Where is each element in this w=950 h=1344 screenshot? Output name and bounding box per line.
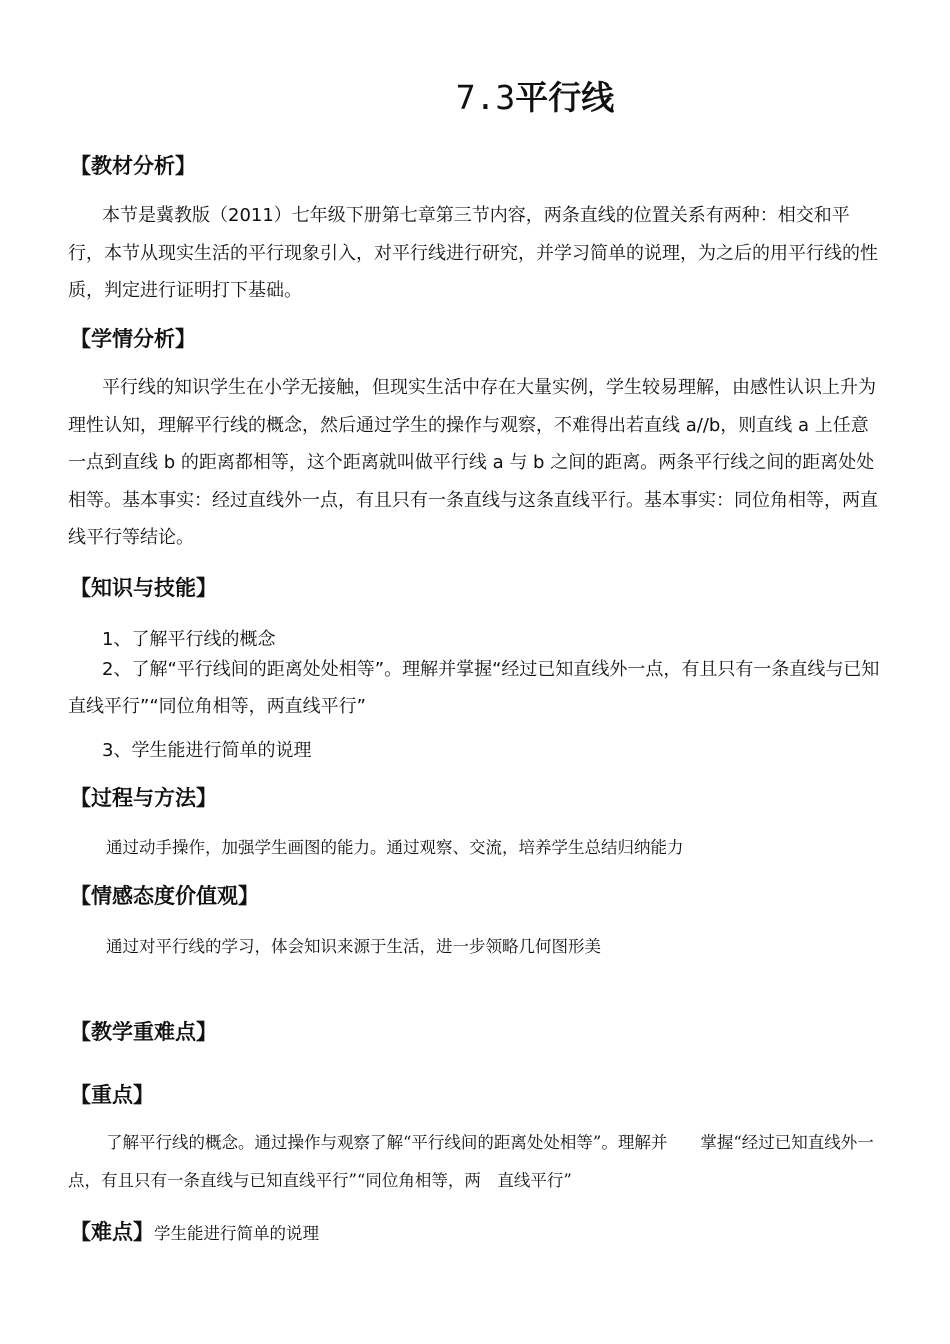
heading-material-analysis: 【教材分析】 <box>70 154 196 178</box>
page-title <box>0 72 950 119</box>
heading-process-methods: 【过程与方法】 <box>70 786 217 810</box>
knowledge-item-2: 2、了解“平行线间的距离处处相等”。理解并掌握“经过已知直线外一点，有且只有一条直线与已知直线平行”“同位角相等，两直线平行” <box>68 659 880 717</box>
heading-difficult-points: 【难点】 <box>70 1220 154 1244</box>
difficult-points-body: 学生能进行简单的说理 <box>154 1224 319 1243</box>
heading-key-points: 【重点】 <box>70 1083 154 1107</box>
difficult-points-row <box>70 1216 319 1246</box>
heading-student-analysis: 【学情分析】 <box>70 327 196 351</box>
knowledge-item-3: 3、学生能进行简单的说理 <box>102 740 312 761</box>
material-analysis-body: 本节是冀教版（2011）七年级下册第七章第三节内容，两条直线的位置关系有两种：相交和平行，本节从现实生活的平行现象引入，对平行线进行研究，并学习简单的说理，为之后的用平行线的性质，判定进行证明打下基础。 <box>68 205 878 301</box>
process-methods-body: 通过动手操作，加强学生画图的能力。通过观察、交流，培养学生总结归纳能力 <box>106 838 684 857</box>
heading-knowledge-skills: 【知识与技能】 <box>70 576 217 600</box>
knowledge-item-1: 1、了解平行线的概念 <box>102 629 276 650</box>
key-points-body: 了解平行线的概念。通过操作与观察了解“平行线间的距离处处相等”。理解并 掌握“经过已知直线外一点，有且只有一条直线与已知直线平行”“同位角相等，两 直线平行” <box>68 1133 874 1190</box>
emotion-values-body: 通过对平行线的学习，体会知识来源于生活，进一步领略几何图形美 <box>106 937 601 956</box>
title-text: 平行线 <box>515 78 615 117</box>
heading-emotion-values: 【情感态度价值观】 <box>70 884 259 908</box>
heading-key-difficult-points: 【教学重难点】 <box>70 1020 217 1044</box>
title-number: 7.3 <box>455 78 516 117</box>
student-analysis-body: 平行线的知识学生在小学无接触，但现实生活中存在大量实例，学生较易理解，由感性认识上升为理性认知，理解平行线的概念，然后通过学生的操作与观察，不难得出若直线 a//b，则直线 a 上任意一点到直线 b 的距离都相等，这个距离就叫做平行线 a 与 b 之间的距离。两条平行线之间的距离处处相等。基本事实：经过直线外一点，有且只有一条直线与这条直线平行。基本事实：同位角相等，两直线平行等结论。 <box>68 377 878 548</box>
